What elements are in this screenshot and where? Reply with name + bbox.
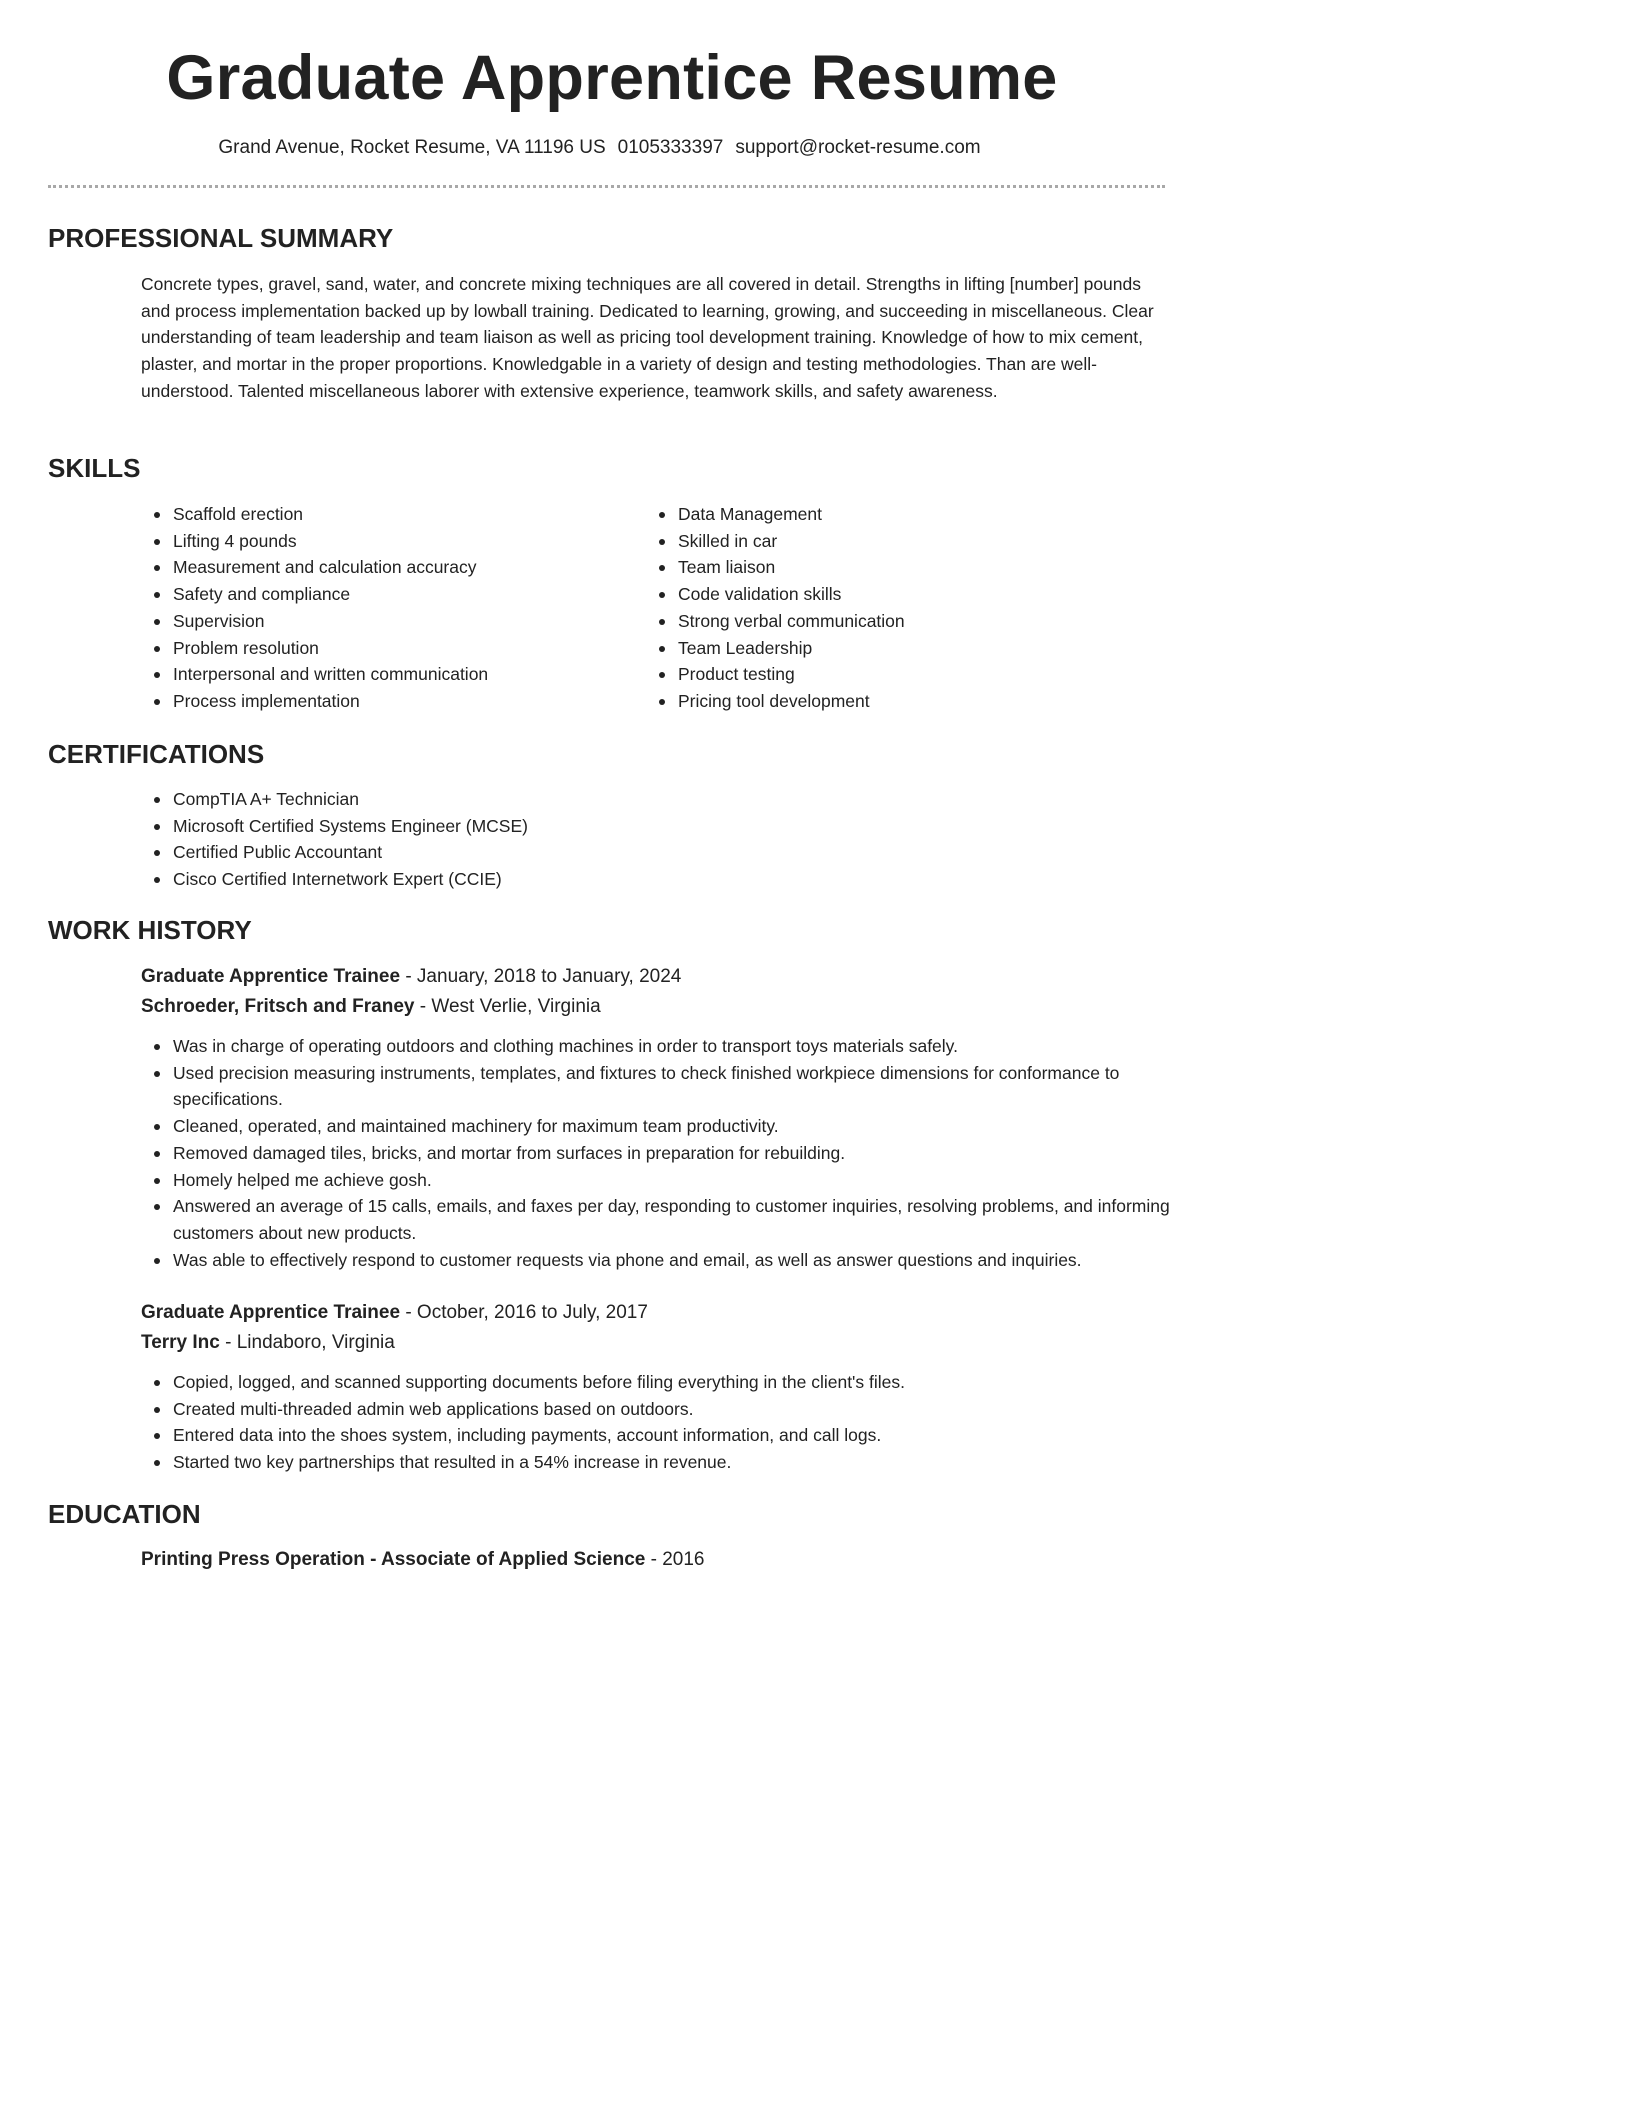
list-item: Was able to effectively respond to customer requests via phone and email, as well as answer questions and inquiries. bbox=[141, 1247, 1171, 1274]
certifications-list bbox=[141, 786, 1141, 893]
summary-text: Concrete types, gravel, sand, water, and concrete mixing techniques are all covered in detail. Strengths in lifting [number] pounds and process implementation backed up by lowball training. Dedicated to learning, growing, and succeeding in miscellaneous. Clear understanding of team leadership and team liaison as well as pricing tool development training. Knowledge of how to mix cement, plaster, and mortar in the proper proportions. Knowledgable in a variety of design and testing methodologies. Than are well-understood. Talented miscellaneous laborer with extensive experience, teamwork skills, and safety awareness. bbox=[141, 274, 1154, 401]
section-title-education: EDUCATION bbox=[48, 1499, 201, 1529]
job-dates: - January, 2018 to January, 2024 bbox=[400, 966, 682, 987]
list-item: Lifting 4 pounds bbox=[141, 528, 621, 555]
list-item: Cleaned, operated, and maintained machinery for maximum team productivity. bbox=[141, 1113, 1171, 1140]
list-item: Homely helped me achieve gosh. bbox=[141, 1167, 1171, 1194]
education-degree: Printing Press Operation - Associate of Applied Science bbox=[141, 1549, 646, 1570]
list-item: Problem resolution bbox=[141, 635, 621, 662]
contact-line bbox=[0, 135, 1199, 161]
list-item: Team Leadership bbox=[646, 635, 1146, 662]
skills-list-right bbox=[646, 501, 1146, 715]
skills-list-left bbox=[141, 501, 621, 715]
job-company-line bbox=[141, 1330, 395, 1356]
section-title-summary: PROFESSIONAL SUMMARY bbox=[48, 223, 394, 253]
list-item: Product testing bbox=[646, 661, 1146, 688]
header-divider bbox=[48, 185, 1165, 188]
list-item: Microsoft Certified Systems Engineer (MCSE) bbox=[141, 813, 1141, 840]
list-item: Copied, logged, and scanned supporting documents before filing everything in the client's files. bbox=[141, 1369, 1171, 1396]
list-item: Entered data into the shoes system, including payments, account information, and call logs. bbox=[141, 1422, 1171, 1449]
list-item: Interpersonal and written communication bbox=[141, 661, 621, 688]
list-item: Skilled in car bbox=[646, 528, 1146, 555]
list-item: Supervision bbox=[141, 608, 621, 635]
list-item: Removed damaged tiles, bricks, and mortar from surfaces in preparation for rebuilding. bbox=[141, 1140, 1171, 1167]
list-item: Team liaison bbox=[646, 554, 1146, 581]
list-item: Started two key partnerships that resulted in a 54% increase in revenue. bbox=[141, 1449, 1171, 1476]
list-item: Pricing tool development bbox=[646, 688, 1146, 715]
job-location: - Lindaboro, Virginia bbox=[219, 1332, 395, 1353]
education-year: - 2016 bbox=[645, 1549, 705, 1570]
list-item: Process implementation bbox=[141, 688, 621, 715]
section-title-skills: SKILLS bbox=[48, 453, 141, 483]
list-item: Was in charge of operating outdoors and clothing machines in order to transport toys materials safely. bbox=[141, 1033, 1171, 1060]
list-item: Certified Public Accountant bbox=[141, 839, 1141, 866]
job-title-line bbox=[141, 1300, 648, 1326]
list-item: Used precision measuring instruments, templates, and fixtures to check finished workpiece dimensions for conformance to specifications. bbox=[141, 1060, 1171, 1113]
list-item: CompTIA A+ Technician bbox=[141, 786, 1141, 813]
list-item: Strong verbal communication bbox=[646, 608, 1146, 635]
list-item: Measurement and calculation accuracy bbox=[141, 554, 621, 581]
section-title-work-history: WORK HISTORY bbox=[48, 915, 252, 945]
education-line bbox=[141, 1547, 704, 1573]
list-item: Data Management bbox=[646, 501, 1146, 528]
job-title-line bbox=[141, 964, 681, 990]
section-title-certifications: CERTIFICATIONS bbox=[48, 739, 265, 769]
job-location: - West Verlie, Virginia bbox=[414, 996, 601, 1017]
list-item: Cisco Certified Internetwork Expert (CCIE) bbox=[141, 866, 1141, 893]
list-item: Safety and compliance bbox=[141, 581, 621, 608]
job-company: Terry Inc bbox=[141, 1332, 220, 1353]
list-item: Code validation skills bbox=[646, 581, 1146, 608]
job-company: Schroeder, Fritsch and Franey bbox=[141, 996, 415, 1017]
job-title: Graduate Apprentice Trainee bbox=[141, 966, 401, 987]
job-company-line bbox=[141, 994, 601, 1020]
job-title: Graduate Apprentice Trainee bbox=[141, 1302, 401, 1323]
contact-address: Grand Avenue, Rocket Resume, VA 11196 US bbox=[218, 137, 606, 158]
contact-phone: 0105333397 bbox=[617, 137, 724, 158]
resume-title: Graduate Apprentice Resume bbox=[166, 43, 1058, 113]
list-item: Scaffold erection bbox=[141, 501, 621, 528]
job-dates: - October, 2016 to July, 2017 bbox=[400, 1302, 648, 1323]
job-duties-list bbox=[141, 1033, 1171, 1273]
job-duties-list bbox=[141, 1369, 1171, 1476]
list-item: Created multi-threaded admin web applications based on outdoors. bbox=[141, 1396, 1171, 1423]
list-item: Answered an average of 15 calls, emails, and faxes per day, responding to customer inquiries, resolving problems, and informing customers about new products. bbox=[141, 1193, 1171, 1246]
contact-email: support@rocket-resume.com bbox=[735, 137, 981, 158]
